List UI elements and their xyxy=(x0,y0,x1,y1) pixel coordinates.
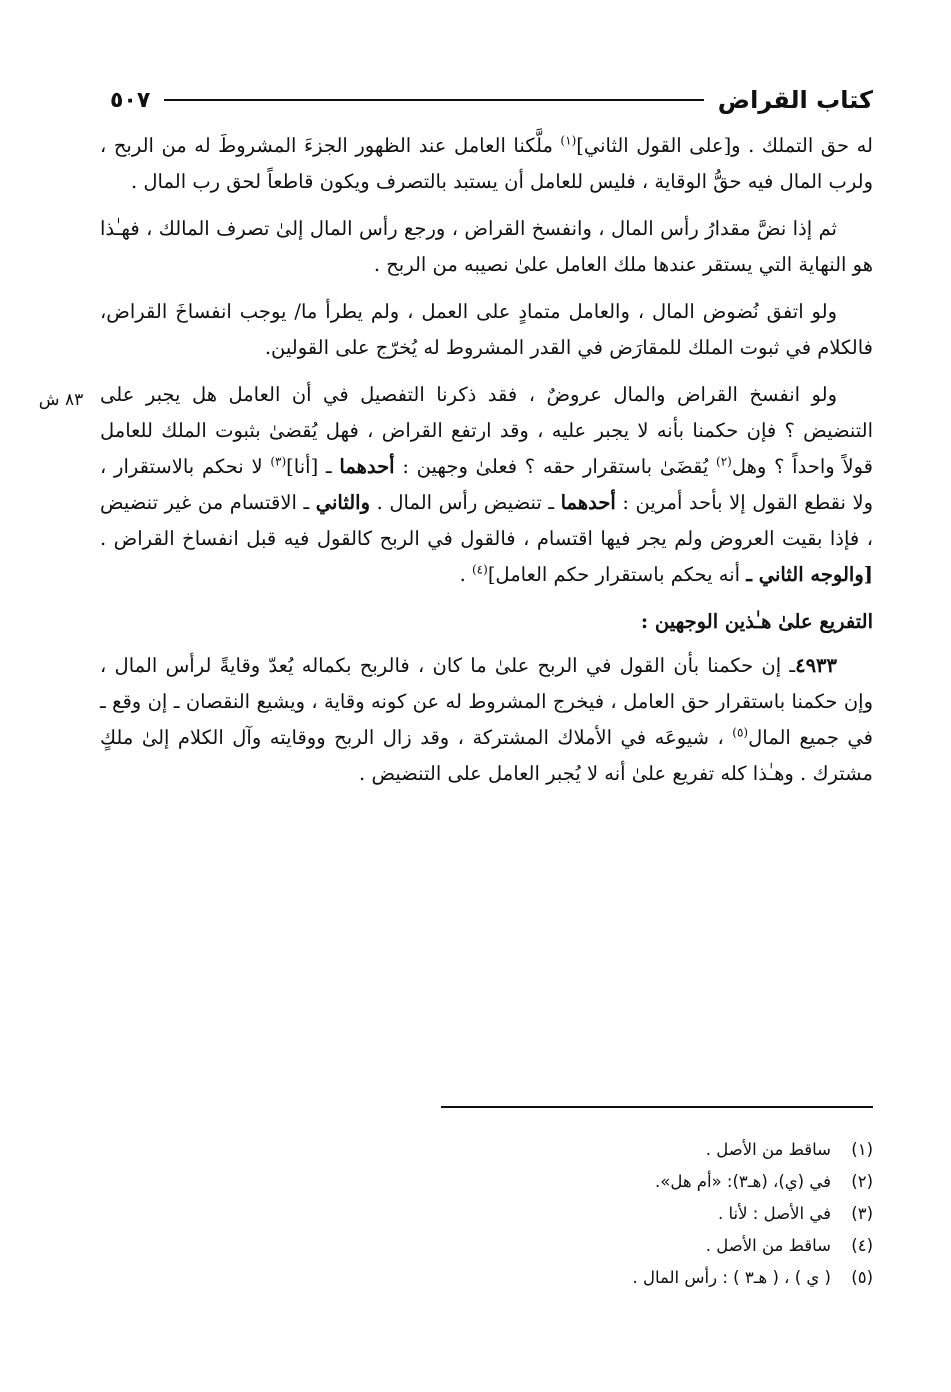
footnote-number: (٥) xyxy=(851,1268,873,1287)
bold-term: أحدهما xyxy=(339,455,395,478)
main-text xyxy=(100,128,873,803)
text-run: ـ إن حكمنا بأن القول في الربح علىٰ ما كان ، فالربح بكماله يُعدّ وقايةً لرأس المال ، وإن حكمنا باستقرار حق العامل ، فيخرج المشروط له عن كونه وقاية ، ويشيع النقصان ـ إن وقع ـ في جميع المال xyxy=(100,654,874,749)
footnote-number: (٤) xyxy=(851,1236,873,1255)
book-title: كتاب القراض xyxy=(717,86,873,114)
bold-term: أحدهما xyxy=(560,491,616,514)
footnote-ref: (٣) xyxy=(270,454,287,469)
footnote xyxy=(300,1198,873,1230)
footnote-text: في الأصل : لأنا . xyxy=(718,1204,831,1223)
footnote-number: (٢) xyxy=(851,1172,873,1191)
running-header xyxy=(110,80,873,120)
text-run: ولو اتفق نُضوض المال ، والعامل متمادٍ على العمل ، ولم يطرأ ما/ يوجب انفساخَ القراض، فالكلام في ثبوت الملك للمقارَض في القدر المشروط له يُخرّج على القولين. xyxy=(100,300,873,359)
footnote-text: ساقط من الأصل . xyxy=(705,1236,831,1255)
footnote xyxy=(300,1166,873,1198)
paragraph xyxy=(100,294,873,366)
footnote-number: (٣) xyxy=(851,1204,873,1223)
footnote-ref: (٢) xyxy=(716,454,732,469)
paragraph xyxy=(100,377,873,593)
text-run: . xyxy=(459,563,472,586)
footnotes xyxy=(300,1134,873,1294)
text-run: لا نحكم بالاستقرار ، ولا نقطع القول إلا بأحد أمرين : xyxy=(100,455,873,514)
footnote-ref: (١) xyxy=(560,133,577,148)
text-run: ولو انفسخ القراض والمال عروضٌ ، فقد ذكرنا التفصيل في أن العامل هل يجبر على التنضيض ؟ فإن حكمنا بأنه لا يجبر عليه ، وقد ارتفع القراض ، فهل يُقضىٰ بثبوت الملك للعامل قولاً واحداً ؟ وهل xyxy=(100,383,873,478)
footnote xyxy=(300,1230,873,1262)
paragraph xyxy=(100,211,873,283)
header-rule xyxy=(164,99,704,101)
paragraph xyxy=(100,648,873,792)
footnote-separator xyxy=(441,1106,873,1108)
footnote-ref: (٤) xyxy=(471,562,488,577)
footnote-ref: (٥) xyxy=(732,725,749,740)
text-run: ـ [أنا] xyxy=(286,455,340,478)
footnote xyxy=(300,1134,873,1166)
bold-term: ٤٩٣٣ xyxy=(795,654,837,677)
bold-term: [والوجه الثاني ـ xyxy=(746,563,873,586)
margin-note: ٨٣ ش xyxy=(38,390,84,410)
text-run: أنه يحكم باستقرار حكم العامل] xyxy=(487,563,747,586)
text-run: يُقضَىٰ باستقرار حقه ؟ فعلىٰ وجهين : xyxy=(394,455,717,478)
text-run: ثم إذا نضَّ مقدارُ رأس المال ، وانفسخ القراض ، ورجع رأس المال إلىٰ تصرف المالك ، فهـٰذا هو النهاية التي يستقر عندها ملك العامل علىٰ نصيبه من الربح . xyxy=(100,217,873,276)
paragraph xyxy=(100,128,873,200)
bold-term: والثاني xyxy=(315,491,371,514)
footnote xyxy=(300,1262,873,1294)
footnote-text: ساقط من الأصل . xyxy=(705,1140,831,1159)
text-run: ـ تنضيض رأس المال . xyxy=(370,491,561,514)
text-run: له حق التملك . و[على القول الثاني] xyxy=(576,134,873,157)
bold-term: التفريع علىٰ هـٰذين الوجهين : xyxy=(640,610,873,633)
footnote-number: (١) xyxy=(851,1140,873,1159)
footnote-text: في (ي)، (هـ٣): «أم هل». xyxy=(654,1172,831,1191)
page-number: ٥٠٧ xyxy=(110,87,151,113)
text-run: ملَّكنا العامل عند الظهور الجزءَ المشروطَ له من الربح ، ولرب المال فيه حقُّ الوقاية ، فليس للعامل أن يستبد بالتصرف ويكون قاطعاً لحق رب المال . xyxy=(100,134,873,193)
section-heading xyxy=(100,604,873,640)
text-run: ، شيوعَه في الأملاك المشتركة ، وقد زال الربح ووقايته وآل الكلام إلىٰ ملكٍ مشترك . وهـٰذا كله تفريع علىٰ أنه لا يُجبر العامل على التنضيض . xyxy=(100,726,873,785)
text-run: ـ الاقتسام من غير تنضيض ، فإذا بقيت العروض ولم يجر فيها اقتسام ، فالقول في الربح كالقول فيه قبل انفساخ القراض . xyxy=(100,491,873,550)
footnote-text: ( ي ) ، ( هـ٣ ) : رأس المال . xyxy=(632,1268,831,1287)
